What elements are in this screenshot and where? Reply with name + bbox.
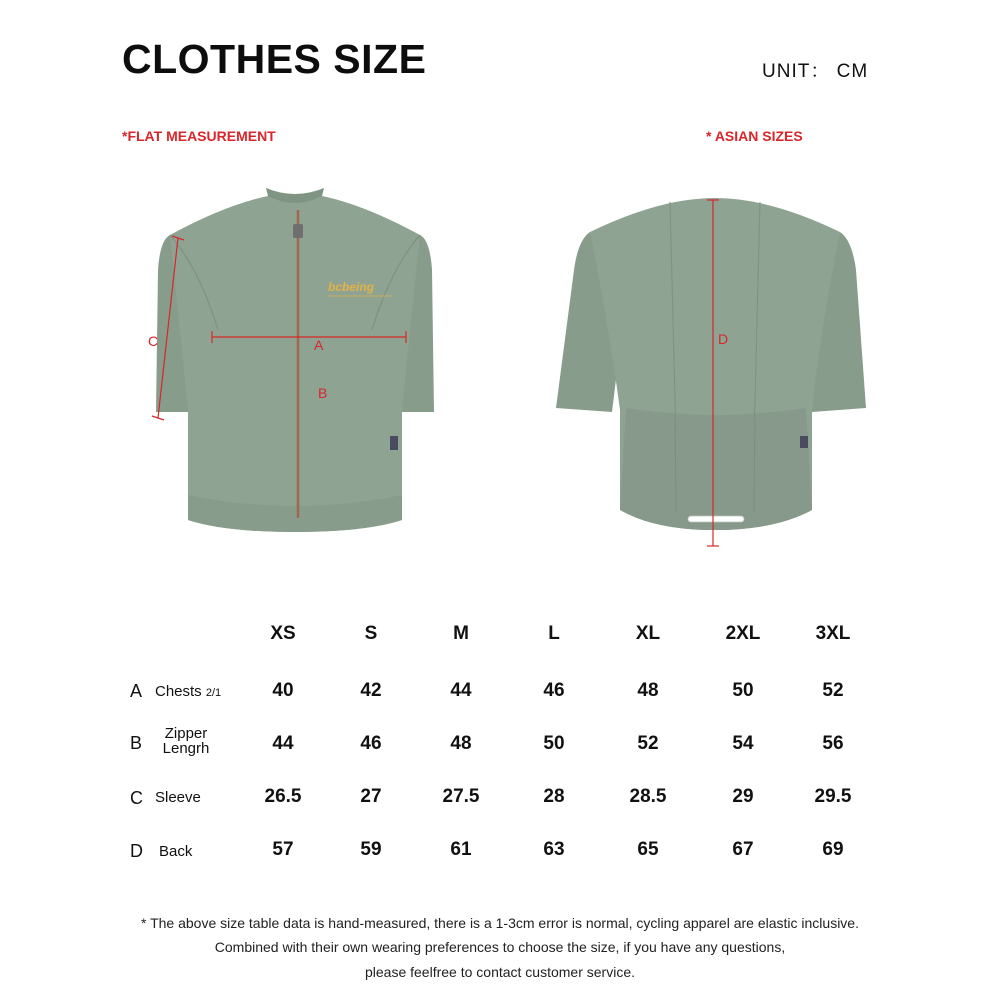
unit-label: UNIT： CM: [762, 61, 869, 82]
row-label: Back: [159, 843, 193, 860]
table-cell: 57: [272, 839, 294, 860]
jersey-body: [170, 196, 420, 532]
row-label-text-line2: Lengrh: [162, 740, 210, 757]
table-cell: 44: [272, 733, 294, 754]
row-label: [160, 726, 212, 756]
table-cell: 26.5: [264, 786, 302, 807]
table-cell: 46: [360, 733, 382, 754]
jersey-back-illustration: [550, 190, 880, 560]
footer-note-line1: * The above size table data is hand-measured, there is a 1-3cm error is normal, cycling apparel are elastic inclusive.: [141, 915, 859, 931]
measure-c-label: C: [148, 333, 159, 349]
table-cell: 61: [450, 839, 472, 860]
table-cell: 48: [637, 680, 659, 701]
row-label: Sleeve: [155, 789, 201, 806]
table-cell: 50: [732, 680, 754, 701]
table-cell: 28.5: [629, 786, 667, 807]
table-cell: 69: [822, 839, 844, 860]
row-label: [155, 683, 221, 700]
row-letter: C: [130, 788, 143, 808]
table-cell: 67: [732, 839, 754, 860]
measure-d-label: D: [718, 331, 729, 347]
flat-measurement-note: *FLAT MEASUREMENT: [122, 128, 276, 144]
size-header-xl: XL: [635, 623, 661, 644]
table-cell: 54: [732, 733, 754, 754]
table-cell: 52: [637, 733, 659, 754]
back-pockets: [620, 408, 812, 530]
table-cell: 56: [822, 733, 844, 754]
table-cell: 50: [543, 733, 565, 754]
measure-a-label: A: [314, 337, 324, 353]
size-header-m: M: [453, 623, 469, 644]
table-cell: 27: [360, 786, 382, 807]
table-cell: 46: [543, 680, 565, 701]
page-title: CLOTHES SIZE: [122, 36, 427, 82]
table-cell: 44: [450, 680, 472, 701]
table-cell: 63: [543, 839, 565, 860]
table-cell: 28: [543, 786, 565, 807]
table-cell: 42: [360, 680, 382, 701]
size-header-2xl: 2XL: [725, 623, 761, 644]
asian-sizes-note: * ASIAN SIZES: [706, 128, 803, 144]
table-cell: 52: [822, 680, 844, 701]
size-header-xs: XS: [270, 623, 296, 644]
reflective-strip: [688, 516, 744, 522]
table-cell: 48: [450, 733, 472, 754]
footer-note-line2: Combined with their own wearing preferences to choose the size, if you have any questions,: [214, 939, 786, 955]
measure-b-label: B: [318, 385, 328, 401]
brand-logo: bcbeing: [328, 280, 375, 294]
row-letter: B: [130, 733, 143, 753]
table-cell: 29: [732, 786, 754, 807]
size-header-3xl: 3XL: [815, 623, 851, 644]
table-cell: 59: [360, 839, 382, 860]
jersey-front-illustration: [130, 180, 460, 550]
table-cell: 29.5: [814, 786, 852, 807]
row-letter: D: [130, 841, 143, 861]
table-cell: 27.5: [442, 786, 480, 807]
row-label-text: Chests: [155, 683, 202, 700]
row-label-text: Zipper: [164, 725, 208, 742]
footer-note-line3: please feelfree to contact customer service.: [364, 964, 636, 980]
row-label-suffix: 2/1: [205, 687, 222, 699]
size-header-s: S: [364, 623, 378, 644]
row-letter: A: [130, 681, 143, 701]
table-cell: 65: [637, 839, 659, 860]
size-header-l: L: [548, 623, 560, 644]
table-cell: 40: [272, 680, 294, 701]
